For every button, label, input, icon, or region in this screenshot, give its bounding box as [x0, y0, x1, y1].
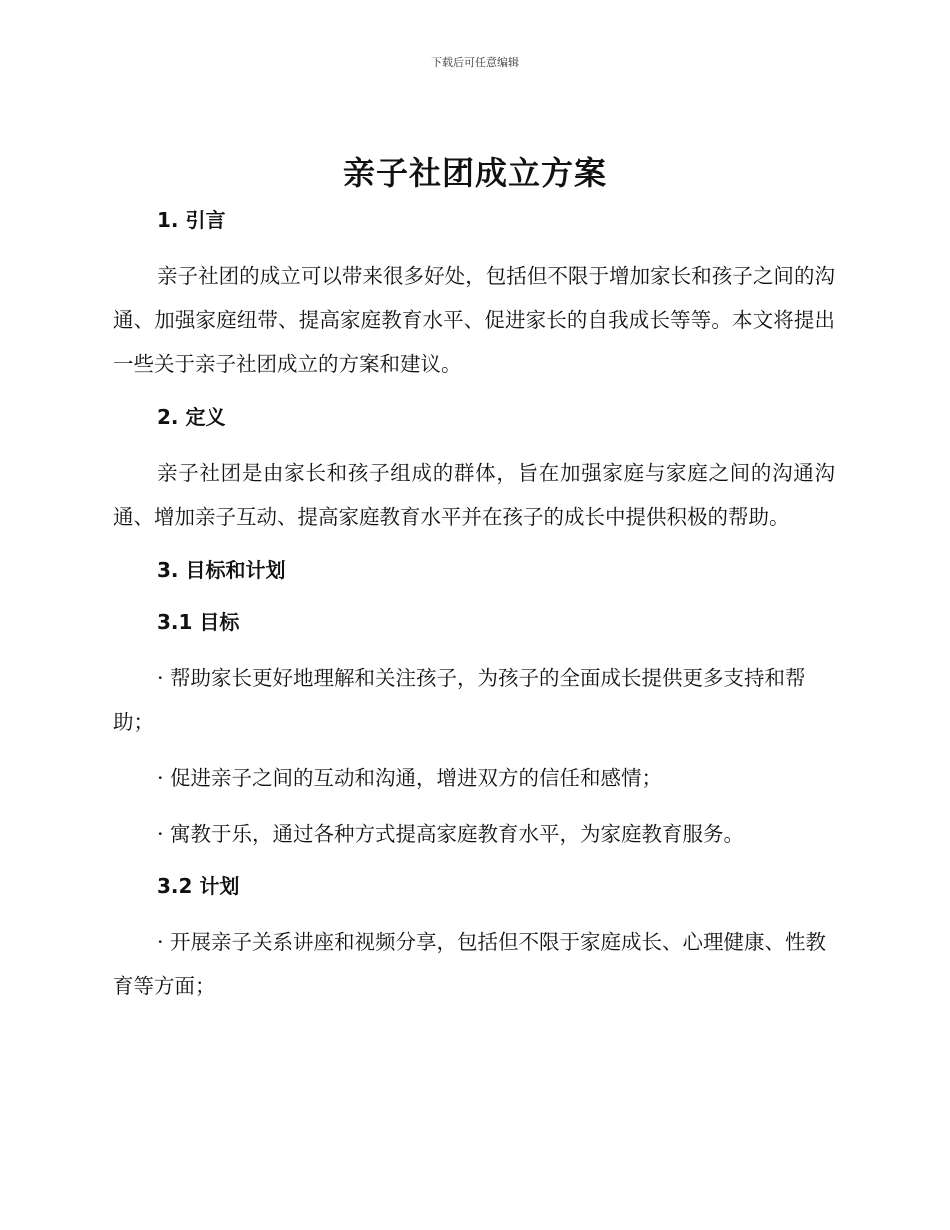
plan-item: · 开展亲子关系讲座和视频分享，包括但不限于家庭成长、心理健康、性教育等方面；	[113, 930, 827, 998]
goal-item: · 寓教于乐，通过各种方式提高家庭教育水平，为家庭教育服务。	[157, 822, 745, 846]
document-title: 亲子社团成立方案	[342, 154, 607, 192]
document-body	[113, 202, 835, 1020]
subsection-heading-goals: 3.1 目标	[157, 610, 240, 634]
goal-item: · 帮助家长更好地理解和关注孩子，为孩子的全面成长提供更多支持和帮助；	[113, 666, 806, 734]
section-heading-definition: 2. 定义	[157, 405, 226, 429]
section-heading-intro: 1. 引言	[157, 208, 226, 232]
goal-item: · 促进亲子之间的互动和沟通，增进双方的信任和感情；	[157, 766, 663, 790]
definition-paragraph: 亲子社团是由家长和孩子组成的群体，旨在加强家庭与家庭之间的沟通沟通、增加亲子互动、提高家庭教育水平并在孩子的成长中提供积极的帮助。	[113, 461, 835, 529]
page-header-note: 下载后可任意编辑	[431, 56, 519, 69]
section-heading-goals-plan: 3. 目标和计划	[157, 558, 286, 582]
subsection-heading-plan: 3.2 计划	[157, 874, 240, 898]
intro-paragraph: 亲子社团的成立可以带来很多好处，包括但不限于增加家长和孩子之间的沟通、加强家庭纽带、提高家庭教育水平、促进家长的自我成长等等。本文将提出一些关于亲子社团成立的方案和建议。	[113, 264, 835, 376]
